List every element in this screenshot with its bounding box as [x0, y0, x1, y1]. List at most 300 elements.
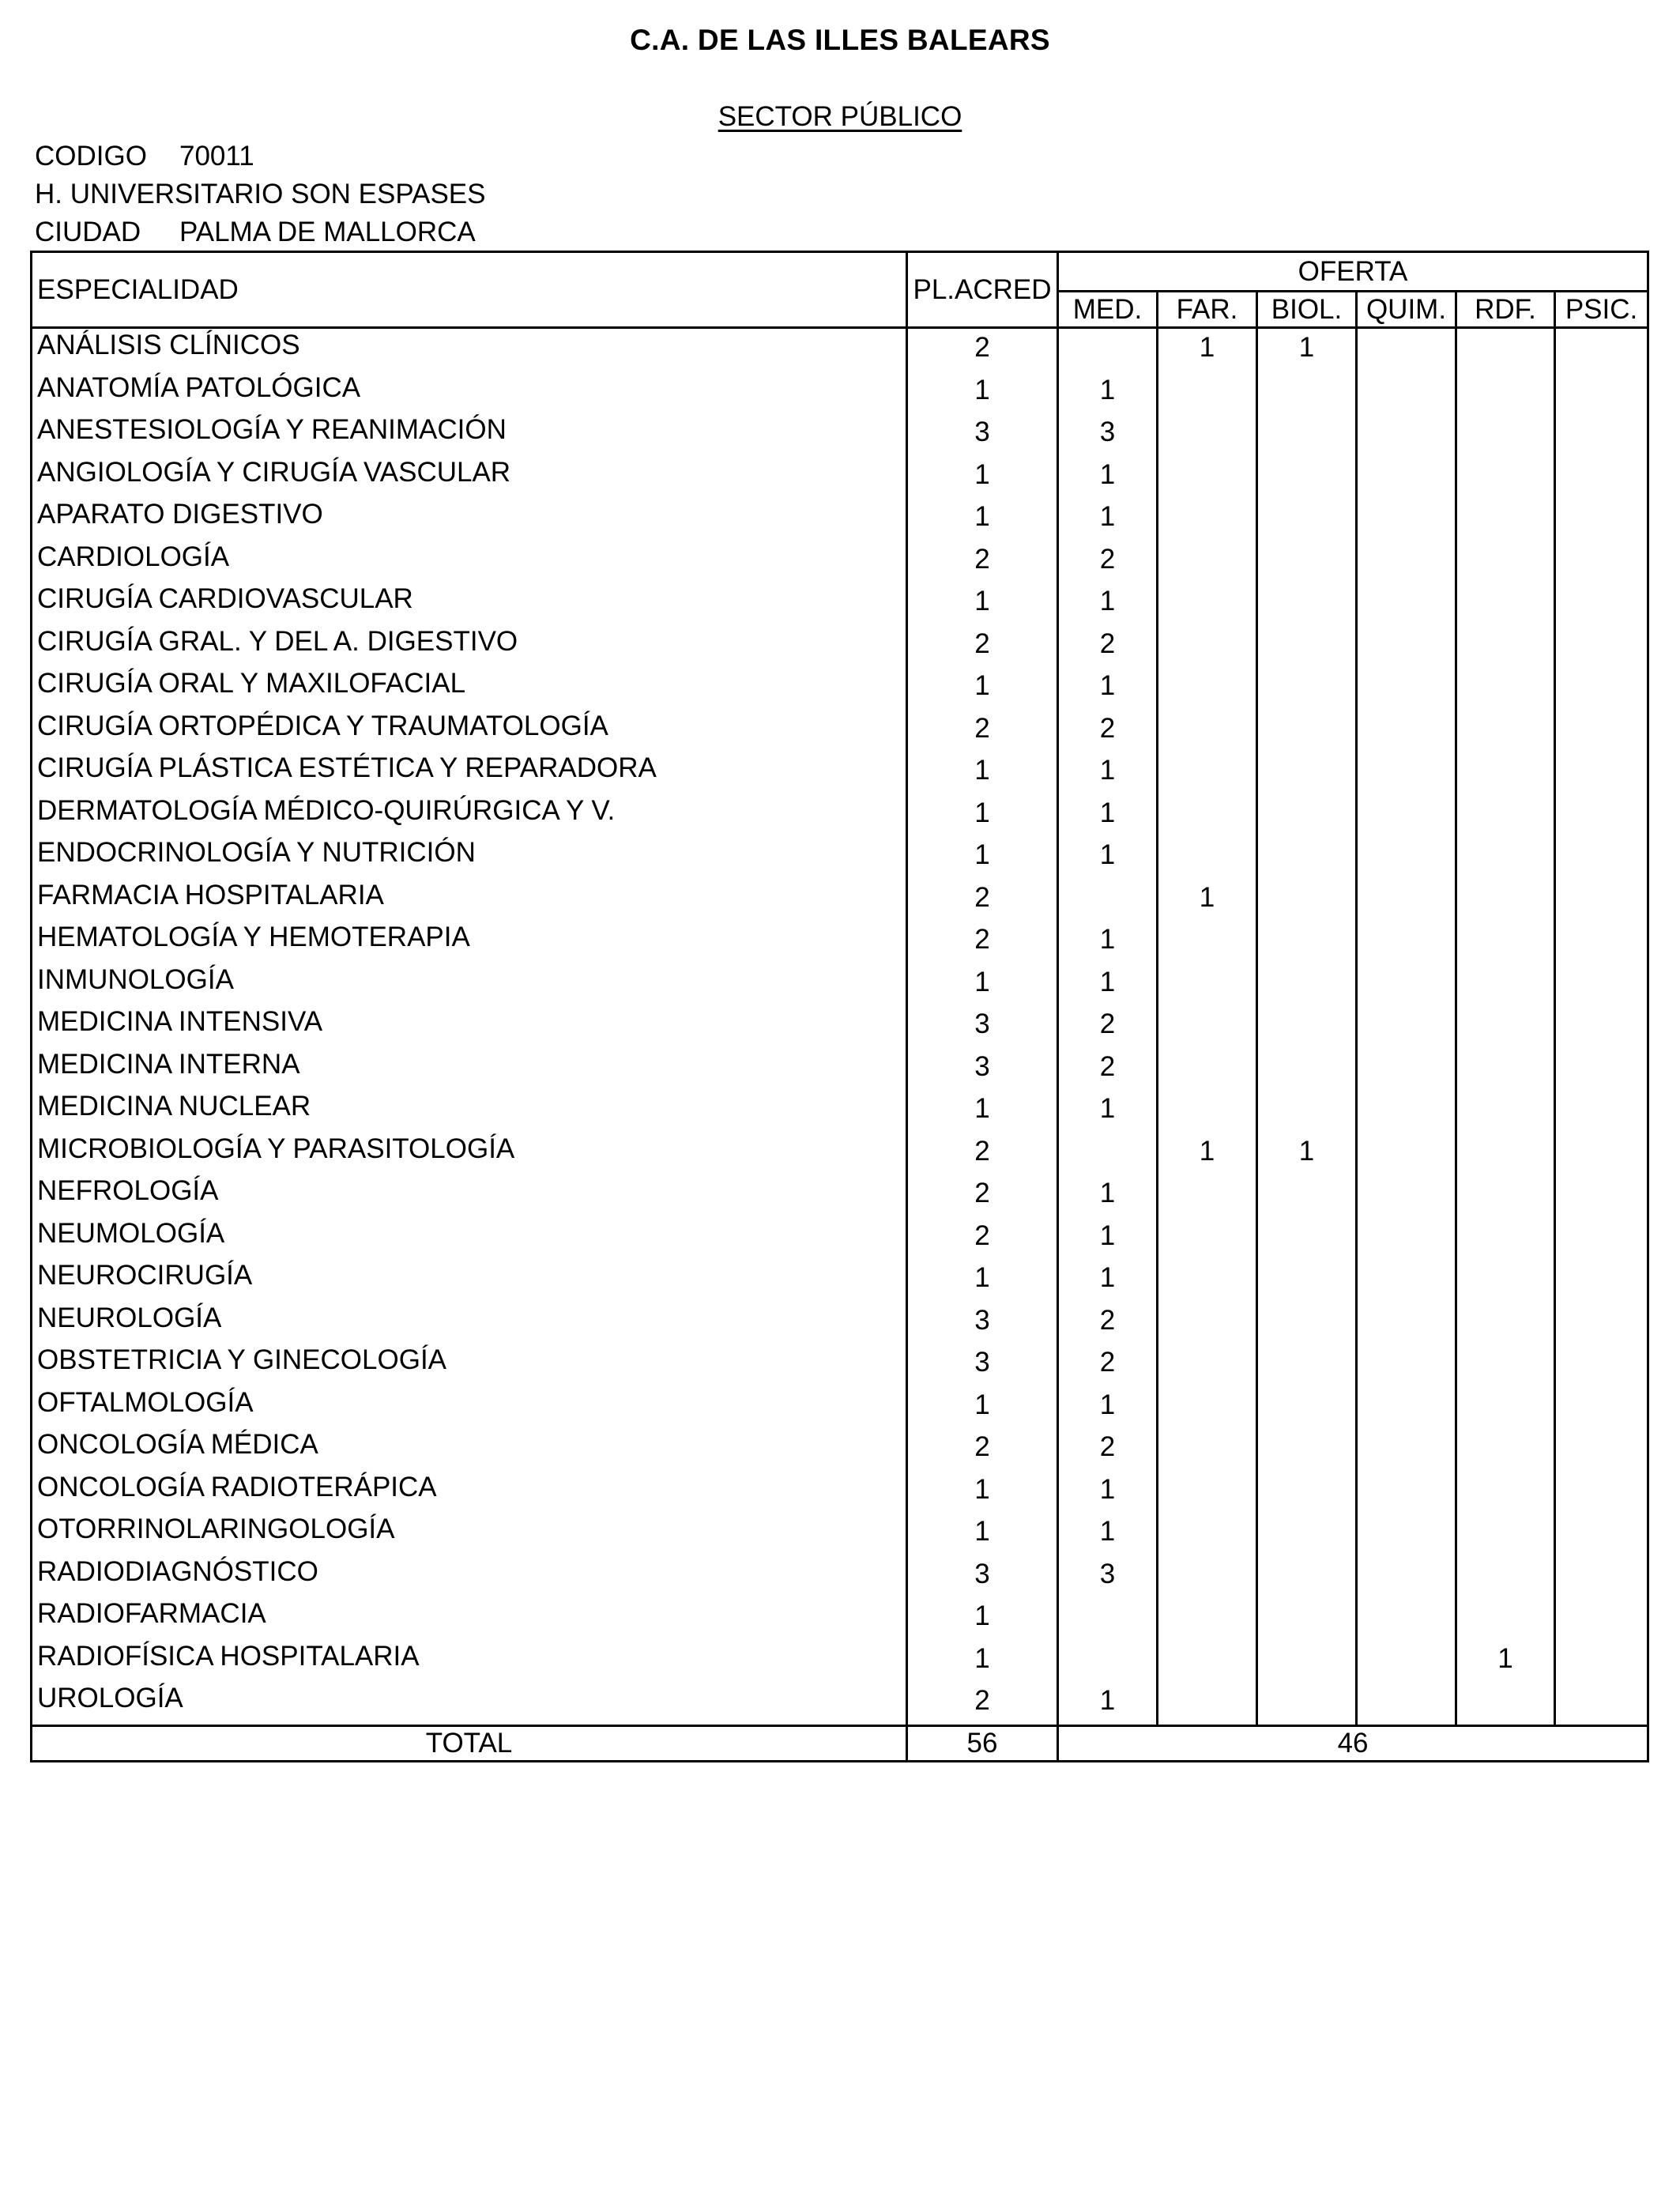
cell-biol	[1257, 1640, 1357, 1683]
cell-especialidad: CIRUGÍA GRAL. Y DEL A. DIGESTIVO	[32, 625, 907, 668]
cell-psic	[1555, 1682, 1648, 1725]
cell-rdf	[1456, 710, 1555, 752]
cell-psic	[1555, 1217, 1648, 1260]
cell-quim	[1357, 710, 1456, 752]
cell-biol	[1257, 963, 1357, 1006]
cell-far	[1158, 1471, 1257, 1514]
cell-biol	[1257, 836, 1357, 879]
cell-rdf	[1456, 752, 1555, 794]
table-row	[32, 1217, 1648, 1260]
cell-far	[1158, 1682, 1257, 1725]
header-rdf: RDF.	[1456, 292, 1555, 328]
cell-rdf	[1456, 836, 1555, 879]
document-title: C.A. DE LAS ILLES BALEARS	[630, 24, 1050, 56]
cell-far	[1158, 1555, 1257, 1598]
cell-biol	[1257, 413, 1357, 456]
cell-psic	[1555, 710, 1648, 752]
codigo-label: CODIGO	[35, 141, 147, 172]
total-placred: 56	[907, 1725, 1058, 1761]
cell-psic	[1555, 1174, 1648, 1217]
cell-biol	[1257, 752, 1357, 794]
total-row	[32, 1725, 1648, 1761]
cell-far	[1158, 541, 1257, 583]
cell-especialidad: HEMATOLOGÍA Y HEMOTERAPIA	[32, 921, 907, 963]
cell-rdf	[1456, 498, 1555, 541]
cell-rdf	[1456, 1302, 1555, 1344]
header-psic: PSIC.	[1555, 292, 1648, 328]
cell-especialidad: MEDICINA NUCLEAR	[32, 1090, 907, 1133]
cell-placred: 3	[907, 1344, 1058, 1386]
cell-placred: 2	[907, 1174, 1058, 1217]
table-row	[32, 1048, 1648, 1091]
cell-far	[1158, 963, 1257, 1006]
cell-especialidad: MEDICINA INTENSIVA	[32, 1005, 907, 1048]
table-row	[32, 1513, 1648, 1555]
cell-placred: 1	[907, 667, 1058, 710]
cell-psic	[1555, 1344, 1648, 1386]
cell-rdf	[1456, 963, 1555, 1006]
cell-rdf	[1456, 794, 1555, 837]
cell-placred: 1	[907, 582, 1058, 625]
cell-med: 1	[1058, 836, 1158, 879]
cell-rdf	[1456, 1597, 1555, 1640]
cell-psic	[1555, 879, 1648, 922]
cell-especialidad: CARDIOLOGÍA	[32, 541, 907, 583]
table-row	[32, 328, 1648, 371]
table-row	[32, 836, 1648, 879]
cell-quim	[1357, 541, 1456, 583]
cell-placred: 2	[907, 710, 1058, 752]
cell-especialidad: ENDOCRINOLOGÍA Y NUTRICIÓN	[32, 836, 907, 879]
cell-quim	[1357, 752, 1456, 794]
cell-rdf	[1456, 1386, 1555, 1429]
cell-far	[1158, 836, 1257, 879]
cell-especialidad: ANATOMÍA PATOLÓGICA	[32, 371, 907, 414]
cell-psic	[1555, 1428, 1648, 1471]
cell-rdf	[1456, 1555, 1555, 1598]
cell-psic	[1555, 456, 1648, 499]
cell-placred: 2	[907, 879, 1058, 922]
cell-placred: 1	[907, 1513, 1058, 1555]
cell-far	[1158, 1259, 1257, 1302]
cell-far	[1158, 1048, 1257, 1091]
cell-far	[1158, 498, 1257, 541]
cell-placred: 1	[907, 456, 1058, 499]
cell-placred: 2	[907, 921, 1058, 963]
cell-med	[1058, 1640, 1158, 1683]
cell-placred: 1	[907, 836, 1058, 879]
cell-especialidad: CIRUGÍA ORTOPÉDICA Y TRAUMATOLOGÍA	[32, 710, 907, 752]
cell-far	[1158, 921, 1257, 963]
cell-far	[1158, 1386, 1257, 1429]
cell-placred: 2	[907, 1217, 1058, 1260]
table-row	[32, 582, 1648, 625]
cell-far: 1	[1158, 879, 1257, 922]
header-especialidad: ESPECIALIDAD	[32, 252, 907, 328]
cell-biol	[1257, 1259, 1357, 1302]
cell-far	[1158, 582, 1257, 625]
cell-especialidad: ANGIOLOGÍA Y CIRUGÍA VASCULAR	[32, 456, 907, 499]
table-body	[32, 328, 1648, 1726]
cell-rdf	[1456, 1428, 1555, 1471]
table-row	[32, 921, 1648, 963]
table-row	[32, 667, 1648, 710]
cell-med: 1	[1058, 921, 1158, 963]
table-row	[32, 1640, 1648, 1683]
cell-med: 1	[1058, 1090, 1158, 1133]
cell-biol	[1257, 498, 1357, 541]
cell-far	[1158, 752, 1257, 794]
cell-med: 1	[1058, 1217, 1158, 1260]
table-row	[32, 413, 1648, 456]
cell-med: 1	[1058, 582, 1158, 625]
table-row	[32, 710, 1648, 752]
cell-quim	[1357, 667, 1456, 710]
cell-psic	[1555, 413, 1648, 456]
cell-quim	[1357, 371, 1456, 414]
cell-far	[1158, 1217, 1257, 1260]
cell-placred: 1	[907, 1471, 1058, 1514]
cell-rdf	[1456, 413, 1555, 456]
cell-biol	[1257, 1344, 1357, 1386]
cell-far	[1158, 1302, 1257, 1344]
cell-biol	[1257, 710, 1357, 752]
cell-rdf	[1456, 1090, 1555, 1133]
cell-biol	[1257, 371, 1357, 414]
cell-biol	[1257, 1217, 1357, 1260]
cell-rdf	[1456, 1048, 1555, 1091]
cell-biol	[1257, 1597, 1357, 1640]
cell-psic	[1555, 1259, 1648, 1302]
cell-rdf	[1456, 541, 1555, 583]
cell-psic	[1555, 1597, 1648, 1640]
cell-psic	[1555, 1471, 1648, 1514]
table-row	[32, 752, 1648, 794]
cell-quim	[1357, 1555, 1456, 1598]
header-placred: PL.ACRED	[907, 252, 1058, 328]
cell-psic	[1555, 667, 1648, 710]
cell-med: 1	[1058, 498, 1158, 541]
table-row	[32, 1005, 1648, 1048]
cell-especialidad: APARATO DIGESTIVO	[32, 498, 907, 541]
cell-rdf	[1456, 1344, 1555, 1386]
cell-psic	[1555, 625, 1648, 668]
cell-med	[1058, 1597, 1158, 1640]
cell-biol	[1257, 456, 1357, 499]
table-header	[32, 252, 1648, 328]
cell-rdf	[1456, 328, 1555, 371]
cell-biol	[1257, 1090, 1357, 1133]
cell-biol: 1	[1257, 328, 1357, 371]
cell-biol	[1257, 667, 1357, 710]
cell-especialidad: CIRUGÍA CARDIOVASCULAR	[32, 582, 907, 625]
cell-quim	[1357, 1386, 1456, 1429]
cell-placred: 1	[907, 963, 1058, 1006]
cell-far: 1	[1158, 1133, 1257, 1175]
cell-placred: 2	[907, 328, 1058, 371]
cell-psic	[1555, 1555, 1648, 1598]
cell-biol	[1257, 1048, 1357, 1091]
cell-biol	[1257, 1302, 1357, 1344]
cell-placred: 3	[907, 1005, 1058, 1048]
cell-med: 3	[1058, 413, 1158, 456]
cell-placred: 1	[907, 498, 1058, 541]
cell-especialidad: NEUROLOGÍA	[32, 1302, 907, 1344]
cell-biol	[1257, 1471, 1357, 1514]
cell-med: 2	[1058, 1428, 1158, 1471]
cell-med: 1	[1058, 371, 1158, 414]
table-row	[32, 1555, 1648, 1598]
cell-med: 1	[1058, 794, 1158, 837]
cell-placred: 3	[907, 1048, 1058, 1091]
cell-psic	[1555, 541, 1648, 583]
cell-rdf	[1456, 1513, 1555, 1555]
cell-rdf	[1456, 1682, 1555, 1725]
cell-med: 1	[1058, 1682, 1158, 1725]
cell-psic	[1555, 328, 1648, 371]
cell-especialidad: MEDICINA INTERNA	[32, 1048, 907, 1091]
cell-quim	[1357, 1597, 1456, 1640]
cell-med: 2	[1058, 625, 1158, 668]
cell-med: 2	[1058, 1048, 1158, 1091]
cell-quim	[1357, 794, 1456, 837]
cell-especialidad: ANÁLISIS CLÍNICOS	[32, 328, 907, 371]
cell-far	[1158, 625, 1257, 668]
cell-psic	[1555, 1048, 1648, 1091]
cell-rdf	[1456, 921, 1555, 963]
cell-especialidad: UROLOGÍA	[32, 1682, 907, 1725]
cell-placred: 3	[907, 1555, 1058, 1598]
cell-quim	[1357, 328, 1456, 371]
cell-med: 1	[1058, 1174, 1158, 1217]
cell-placred: 1	[907, 794, 1058, 837]
cell-placred: 1	[907, 1090, 1058, 1133]
table-row	[32, 371, 1648, 414]
cell-especialidad: CIRUGÍA ORAL Y MAXILOFACIAL	[32, 667, 907, 710]
codigo-line	[35, 141, 254, 172]
cell-med: 1	[1058, 752, 1158, 794]
cell-psic	[1555, 921, 1648, 963]
cell-far	[1158, 667, 1257, 710]
header-oferta: OFERTA	[1058, 252, 1648, 292]
table-row	[32, 1174, 1648, 1217]
cell-rdf	[1456, 1174, 1555, 1217]
cell-quim	[1357, 1005, 1456, 1048]
cell-quim	[1357, 1174, 1456, 1217]
table-row	[32, 1597, 1648, 1640]
cell-psic	[1555, 963, 1648, 1006]
table-row	[32, 1428, 1648, 1471]
cell-quim	[1357, 1344, 1456, 1386]
table-row	[32, 1386, 1648, 1429]
cell-especialidad: OFTALMOLOGÍA	[32, 1386, 907, 1429]
cell-especialidad: RADIODIAGNÓSTICO	[32, 1555, 907, 1598]
cell-quim	[1357, 1682, 1456, 1725]
cell-far	[1158, 1005, 1257, 1048]
cell-quim	[1357, 1090, 1456, 1133]
cell-placred: 1	[907, 1597, 1058, 1640]
cell-placred: 1	[907, 1259, 1058, 1302]
cell-quim	[1357, 625, 1456, 668]
cell-quim	[1357, 921, 1456, 963]
table-row	[32, 1682, 1648, 1725]
cell-psic	[1555, 1005, 1648, 1048]
cell-quim	[1357, 1259, 1456, 1302]
cell-placred: 1	[907, 752, 1058, 794]
table-row	[32, 625, 1648, 668]
table-row	[32, 1302, 1648, 1344]
cell-psic	[1555, 1133, 1648, 1175]
ciudad-label: CIUDAD	[35, 217, 141, 247]
cell-quim	[1357, 1048, 1456, 1091]
cell-rdf	[1456, 879, 1555, 922]
cell-psic	[1555, 582, 1648, 625]
cell-psic	[1555, 1386, 1648, 1429]
cell-med: 1	[1058, 1386, 1158, 1429]
cell-especialidad: RADIOFARMACIA	[32, 1597, 907, 1640]
table-row	[32, 1471, 1648, 1514]
cell-biol	[1257, 1555, 1357, 1598]
cell-especialidad: DERMATOLOGÍA MÉDICO-QUIRÚRGICA Y V.	[32, 794, 907, 837]
cell-placred: 2	[907, 1133, 1058, 1175]
cell-quim	[1357, 582, 1456, 625]
cell-far	[1158, 413, 1257, 456]
hospital-name: H. UNIVERSITARIO SON ESPASES	[35, 179, 486, 209]
cell-placred: 1	[907, 1640, 1058, 1683]
cell-placred: 3	[907, 1302, 1058, 1344]
cell-placred: 2	[907, 625, 1058, 668]
cell-far: 1	[1158, 328, 1257, 371]
header-quim: QUIM.	[1357, 292, 1456, 328]
cell-rdf: 1	[1456, 1640, 1555, 1683]
ciudad-line	[35, 217, 476, 248]
cell-rdf	[1456, 667, 1555, 710]
cell-far	[1158, 1640, 1257, 1683]
cell-psic	[1555, 1090, 1648, 1133]
cell-med: 1	[1058, 456, 1158, 499]
table-row	[32, 1133, 1648, 1175]
cell-med: 1	[1058, 667, 1158, 710]
table-row	[32, 794, 1648, 837]
cell-biol	[1257, 794, 1357, 837]
cell-med: 1	[1058, 1513, 1158, 1555]
cell-biol	[1257, 921, 1357, 963]
cell-rdf	[1456, 1471, 1555, 1514]
header-far: FAR.	[1158, 292, 1257, 328]
cell-biol	[1257, 1386, 1357, 1429]
cell-especialidad: NEFROLOGÍA	[32, 1174, 907, 1217]
cell-rdf	[1456, 371, 1555, 414]
cell-placred: 3	[907, 413, 1058, 456]
cell-med: 2	[1058, 541, 1158, 583]
cell-especialidad: RADIOFÍSICA HOSPITALARIA	[32, 1640, 907, 1683]
cell-quim	[1357, 1217, 1456, 1260]
cell-quim	[1357, 879, 1456, 922]
cell-psic	[1555, 1302, 1648, 1344]
cell-rdf	[1456, 582, 1555, 625]
cell-med	[1058, 879, 1158, 922]
cell-psic	[1555, 752, 1648, 794]
cell-psic	[1555, 1640, 1648, 1683]
total-oferta: 46	[1058, 1725, 1648, 1761]
table-row	[32, 1090, 1648, 1133]
cell-biol	[1257, 582, 1357, 625]
table-row	[32, 963, 1648, 1006]
cell-far	[1158, 794, 1257, 837]
cell-psic	[1555, 371, 1648, 414]
cell-far	[1158, 710, 1257, 752]
cell-placred: 1	[907, 371, 1058, 414]
cell-psic	[1555, 498, 1648, 541]
cell-placred: 2	[907, 541, 1058, 583]
cell-quim	[1357, 1428, 1456, 1471]
cell-psic	[1555, 1513, 1648, 1555]
cell-biol	[1257, 1682, 1357, 1725]
cell-quim	[1357, 1133, 1456, 1175]
total-label: TOTAL	[32, 1725, 907, 1761]
cell-med: 2	[1058, 1344, 1158, 1386]
cell-especialidad: ONCOLOGÍA RADIOTERÁPICA	[32, 1471, 907, 1514]
cell-especialidad: INMUNOLOGÍA	[32, 963, 907, 1006]
cell-especialidad: MICROBIOLOGÍA Y PARASITOLOGÍA	[32, 1133, 907, 1175]
cell-med	[1058, 1133, 1158, 1175]
cell-quim	[1357, 1513, 1456, 1555]
cell-placred: 2	[907, 1682, 1058, 1725]
cell-far	[1158, 456, 1257, 499]
ciudad-value: PALMA DE MALLORCA	[179, 217, 476, 247]
cell-quim	[1357, 498, 1456, 541]
table-row	[32, 541, 1648, 583]
cell-med: 2	[1058, 710, 1158, 752]
cell-med: 2	[1058, 1302, 1158, 1344]
cell-med: 1	[1058, 1259, 1158, 1302]
cell-med	[1058, 328, 1158, 371]
cell-especialidad: ANESTESIOLOGÍA Y REANIMACIÓN	[32, 413, 907, 456]
cell-quim	[1357, 1471, 1456, 1514]
cell-far	[1158, 1513, 1257, 1555]
cell-rdf	[1456, 1259, 1555, 1302]
cell-quim	[1357, 413, 1456, 456]
cell-psic	[1555, 794, 1648, 837]
table-row	[32, 498, 1648, 541]
cell-biol	[1257, 625, 1357, 668]
cell-especialidad: OTORRINOLARINGOLOGÍA	[32, 1513, 907, 1555]
cell-rdf	[1456, 1005, 1555, 1048]
sector-heading: SECTOR PÚBLICO	[718, 101, 962, 132]
cell-especialidad: ONCOLOGÍA MÉDICA	[32, 1428, 907, 1471]
table-row	[32, 1344, 1648, 1386]
cell-biol	[1257, 1513, 1357, 1555]
cell-rdf	[1456, 1217, 1555, 1260]
cell-especialidad: NEUROCIRUGÍA	[32, 1259, 907, 1302]
cell-far	[1158, 1344, 1257, 1386]
cell-quim	[1357, 1302, 1456, 1344]
cell-placred: 1	[907, 1386, 1058, 1429]
table-row	[32, 879, 1648, 922]
header-biol: BIOL.	[1257, 292, 1357, 328]
cell-far	[1158, 1174, 1257, 1217]
cell-far	[1158, 371, 1257, 414]
cell-quim	[1357, 456, 1456, 499]
cell-far	[1158, 1090, 1257, 1133]
table-row	[32, 1259, 1648, 1302]
cell-especialidad: NEUMOLOGÍA	[32, 1217, 907, 1260]
codigo-value: 70011	[179, 141, 254, 172]
cell-placred: 2	[907, 1428, 1058, 1471]
cell-biol	[1257, 1174, 1357, 1217]
table-row	[32, 456, 1648, 499]
cell-biol	[1257, 879, 1357, 922]
